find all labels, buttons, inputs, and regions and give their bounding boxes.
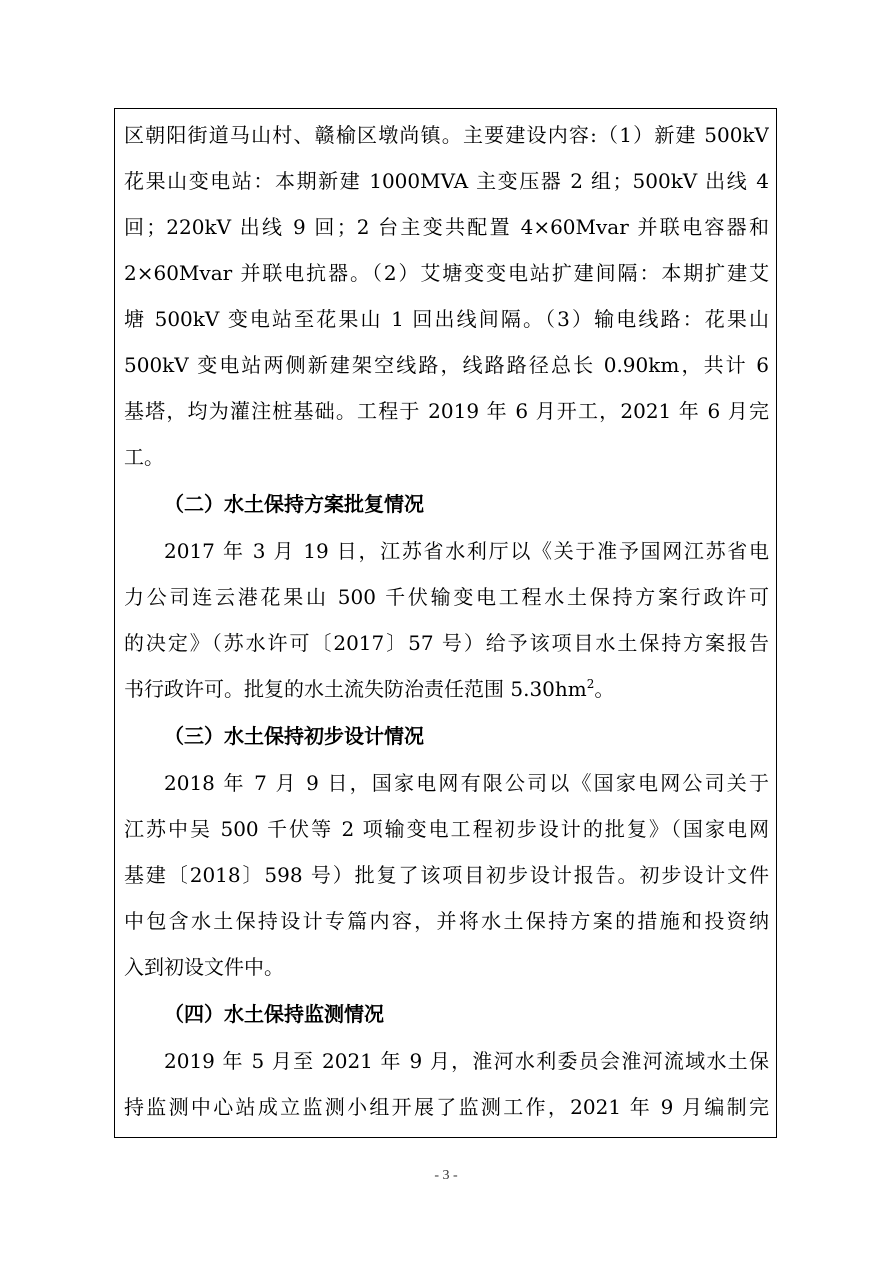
text-line: 的决定》（苏水许可〔2017〕57 号）给予该项目水土保持方案报告 [124, 631, 769, 655]
text-line: 2018 年 7 月 9 日，国家电网有限公司以《国家电网公司关于 [164, 771, 769, 795]
paragraph-preliminary-design [124, 760, 769, 990]
section-heading-monitoring: （四）水土保持监测情况 [164, 1002, 384, 1026]
text-line: 中包含水土保持设计专篇内容，并将水土保持方案的措施和投资纳 [124, 909, 769, 933]
text-line: 2019 年 5 月至 2021 年 9 月，淮河水利委员会淮河流域水土保 [164, 1049, 769, 1073]
text-line: 工。 [124, 445, 164, 469]
text-line: 力公司连云港花果山 500 千伏输变电工程水土保持方案行政许可 [124, 585, 769, 609]
text-line: 基建〔2018〕598 号）批复了该项目初步设计报告。初步设计文件 [124, 863, 769, 887]
section-heading-preliminary-design: （三）水土保持初步设计情况 [164, 724, 424, 748]
section-heading-approval: （二）水土保持方案批复情况 [164, 492, 424, 516]
area-unit-superscript: 2 [586, 677, 595, 691]
text-line [124, 666, 769, 712]
text-line: 回；220kV 出线 9 回；2 台主变共配置 4×60Mvar 并联电容器和 [124, 215, 769, 239]
document-body [124, 112, 769, 1130]
text-line: 500kV 变电站两侧新建架空线路，线路路径总长 0.90km，共计 6 [124, 353, 769, 377]
responsibility-area-text: 书行政许可。批复的水土流失防治责任范围 5.30hm [124, 677, 587, 701]
paragraph-monitoring [124, 1038, 769, 1130]
text-line: 花果山变电站：本期新建 1000MVA 主变压器 2 组；500kV 出线 4 [124, 169, 769, 193]
text-line: 江苏中吴 500 千伏等 2 项输变电工程初步设计的批复》（国家电网 [124, 817, 769, 841]
text-line: 持监测中心站成立监测小组开展了监测工作，2021 年 9 月编制完 [124, 1095, 769, 1119]
paragraph-intro [124, 112, 769, 480]
text-line: 基塔，均为灌注桩基础。工程于 2019 年 6 月开工，2021 年 6 月完 [124, 399, 769, 423]
text-line: 2×60Mvar 并联电抗器。（2）艾塘变变电站扩建间隔：本期扩建艾 [124, 261, 769, 285]
document-frame [114, 108, 777, 1138]
sentence-end: 。 [594, 677, 615, 701]
text-line: 2017 年 3 月 19 日，江苏省水利厅以《关于准予国网江苏省电 [164, 539, 769, 563]
text-line: 入到初设文件中。 [124, 955, 284, 979]
paragraph-approval [124, 528, 769, 712]
page-number: - 3 - [434, 1168, 458, 1183]
text-line: 塘 500kV 变电站至花果山 1 回出线间隔。（3）输电线路：花果山 [124, 307, 769, 331]
text-line: 区朝阳街道马山村、赣榆区墩尚镇。主要建设内容:（1）新建 500kV [124, 123, 769, 147]
